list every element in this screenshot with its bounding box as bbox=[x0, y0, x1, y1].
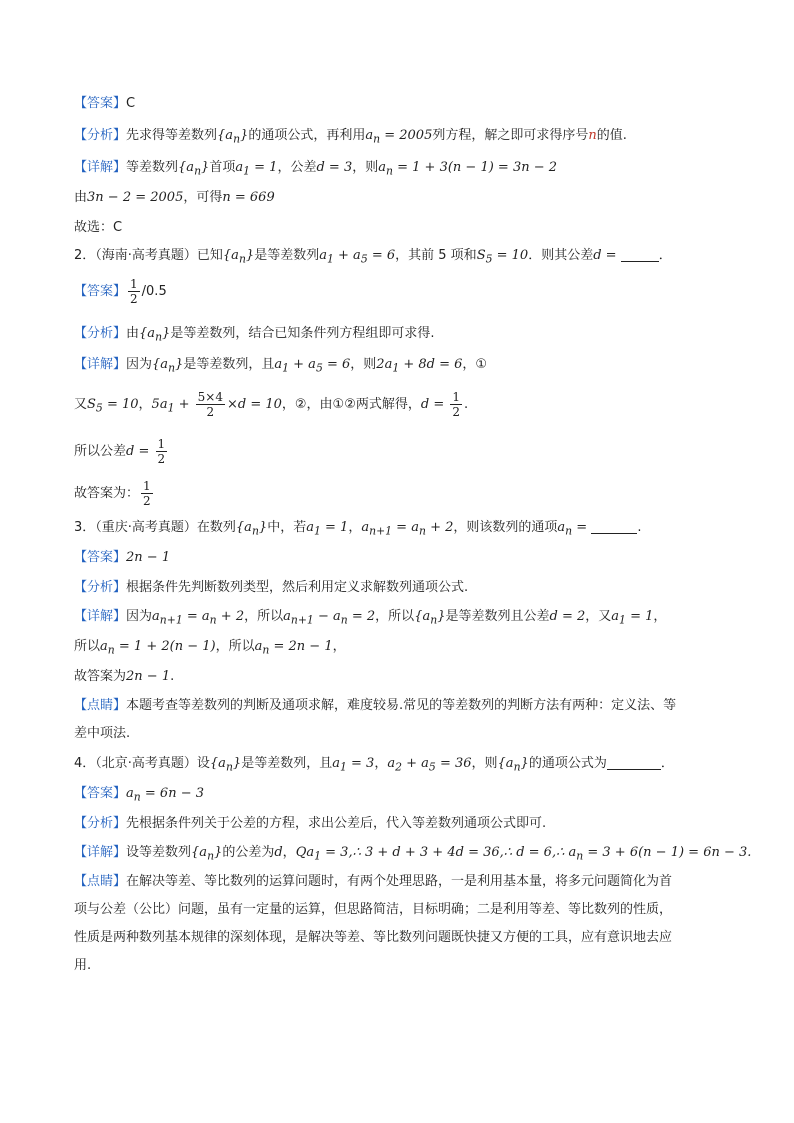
q3-stem-text: 3．（重庆·高考真题）在数列 bbox=[74, 520, 236, 535]
q2-text: ，②，由①②两式解得， bbox=[281, 397, 421, 412]
q3-detail-text: 是等差数列且公差 bbox=[445, 609, 550, 624]
q1-analysis-text: 的通项公式，再利用 bbox=[248, 128, 366, 143]
math-an-expansion: $a_n = 1 + 2(n - 1)$ bbox=[100, 639, 216, 657]
math-an-2n-1: $a_n = 2n - 1$ bbox=[254, 639, 333, 657]
q1-analysis-text: 的值. bbox=[596, 128, 627, 143]
q3-text: 故答案为 bbox=[74, 669, 127, 684]
math-recurrence: $a_{n+1} = a_n + 2$ bbox=[152, 609, 245, 627]
q2-text: 故答案为： bbox=[74, 486, 140, 501]
q2-detail-text: 因为 bbox=[126, 357, 153, 372]
q4-detail-text: ， bbox=[282, 845, 296, 860]
answer-blank bbox=[621, 247, 659, 262]
q1-answer: C bbox=[126, 96, 136, 111]
q2-detail-text: ，① bbox=[462, 357, 488, 372]
q2-detail-line bbox=[74, 355, 734, 379]
q2-stem-text: 是等差数列 bbox=[254, 248, 320, 263]
comment-tag: 【点睛】 bbox=[74, 874, 127, 889]
answer-tag: 【答案】 bbox=[74, 786, 127, 801]
q3-detail-text: ，所以 bbox=[244, 609, 284, 624]
detail-tag: 【详解】 bbox=[74, 845, 127, 860]
q3-comment-text: 本题考查等差数列的判断及通项求解，难度较易.常见的等差数列的判断方法有两种：定义法、等 bbox=[126, 698, 677, 713]
detail-tag: 【详解】 bbox=[74, 357, 127, 372]
answer-tag: 【答案】 bbox=[74, 550, 127, 565]
q2-answer-line bbox=[74, 276, 734, 308]
q3-stem-text: . bbox=[637, 520, 642, 535]
q3-stem-text: 中，若 bbox=[267, 520, 307, 535]
math-an-6n-3: $a_n = 6n - 3$ bbox=[126, 786, 205, 804]
q2-answer-suffix: /0.5 bbox=[141, 284, 167, 299]
q3-analysis-text: 根据条件先判断数列类型，然后利用定义求解数列通项公式. bbox=[126, 580, 469, 595]
q2-analysis-text: 由 bbox=[126, 326, 140, 341]
q4-analysis-text: 先根据条件列关于公差的方程，求出公差后，代入等差数列通项公式即可. bbox=[126, 816, 547, 831]
math-s5-10: $S_5 = 10$ bbox=[87, 397, 139, 415]
math-a1-3: $a_1 = 3$ bbox=[332, 756, 375, 774]
q1-final-line bbox=[74, 218, 734, 238]
q3-detail-text: ， bbox=[653, 609, 667, 624]
q1-detail-text: ，公差 bbox=[277, 160, 317, 175]
q4-stem-text: ， bbox=[374, 756, 388, 771]
detail-tag: 【详解】 bbox=[74, 609, 127, 624]
q1-text: ，可得 bbox=[183, 190, 223, 205]
q4-analysis-line bbox=[74, 814, 734, 834]
q4-answer-line bbox=[74, 784, 734, 808]
q1-detail-text: ，则 bbox=[352, 160, 379, 175]
q3-analysis-line bbox=[74, 578, 734, 598]
analysis-tag: 【分析】 bbox=[74, 580, 127, 595]
math-equation: 3n − 2 = 2005 bbox=[87, 190, 184, 205]
math-n-669: n = 669 bbox=[222, 190, 275, 205]
q4-comment-line-1 bbox=[74, 872, 734, 892]
q4-stem-text: 4．（北京·高考真题）设 bbox=[74, 756, 210, 771]
math-seq-an: $\{a_n\}$ bbox=[209, 756, 242, 774]
fraction-one-half: $\frac{1}{2}$ bbox=[452, 390, 461, 419]
math-s5-10: $S_5 = 10$ bbox=[476, 248, 529, 266]
math-2n-1: 2n − 1 bbox=[126, 669, 171, 684]
q3-detail-text: ，所以 bbox=[375, 609, 415, 624]
math-d-3: d = 3 bbox=[316, 160, 353, 175]
q4-stem-text: ． bbox=[660, 756, 674, 771]
analysis-tag: 【分析】 bbox=[74, 816, 127, 831]
fraction-one-half: $\frac{1}{2}$ bbox=[157, 437, 166, 466]
fraction-one-half: $\frac{1}{2}$ bbox=[143, 479, 151, 508]
math-an-2005: $a_n = 2005$ bbox=[365, 128, 433, 146]
answer-tag: 【答案】 bbox=[74, 96, 127, 111]
q1-text: 由 bbox=[74, 190, 88, 205]
math-a1-a5: $a_1 + a_5 = 6$ bbox=[319, 248, 396, 266]
q2-equation-line bbox=[74, 388, 734, 426]
q4-comment-line-2 bbox=[74, 900, 734, 920]
q2-text: ， bbox=[138, 397, 152, 412]
q1-detail-line bbox=[74, 158, 734, 182]
q4-comment-line-4 bbox=[74, 956, 734, 976]
math-a1-1: $a_1 = 1$ bbox=[306, 520, 349, 538]
math-times-d: ×d = 10 bbox=[226, 397, 282, 412]
q1-analysis-line bbox=[74, 126, 734, 150]
math-d-eq: d = bbox=[420, 397, 449, 412]
math-seq-an: $\{a_n\}$ bbox=[139, 326, 171, 344]
q3-final-line bbox=[74, 667, 734, 687]
math-diff-2: $a_{n+1} - a_n = 2$ bbox=[283, 609, 376, 627]
q4-stem bbox=[74, 754, 734, 778]
q3-comment-line-2 bbox=[74, 724, 734, 744]
q2-result-line bbox=[74, 436, 734, 468]
q3-stem bbox=[74, 518, 734, 542]
comment-tag: 【点睛】 bbox=[74, 698, 127, 713]
q3-detail-line bbox=[74, 607, 734, 631]
q4-stem-text: 的通项公式为 bbox=[528, 756, 607, 771]
q3-comment-line-1 bbox=[74, 696, 734, 716]
q3-text: . bbox=[170, 669, 175, 684]
q4-comment-text: 用. bbox=[74, 958, 92, 973]
q1-analysis-text: 先求得等差数列 bbox=[126, 128, 218, 143]
fraction-5x4-over-2: $\frac{5\times 4}{2}$ bbox=[197, 390, 223, 419]
q2-detail-text: 是等差数列，且 bbox=[183, 357, 275, 372]
q4-stem-text: 是等差数列，且 bbox=[241, 756, 333, 771]
q2-analysis-text: 是等差数列，结合已知条件列方程组即可求得. bbox=[170, 326, 435, 341]
analysis-tag: 【分析】 bbox=[74, 128, 127, 143]
answer-blank bbox=[607, 755, 661, 770]
math-2a1-8d: $2a_1 + 8d = 6$ bbox=[376, 357, 463, 375]
math-d: d bbox=[274, 845, 283, 860]
math-seq-an: $\{a_n\}$ bbox=[414, 609, 446, 627]
q3-text: ，所以 bbox=[215, 639, 255, 654]
math-recurrence: $a_{n+1} = a_n + 2$ bbox=[361, 520, 454, 538]
q1-answer-line bbox=[74, 94, 734, 114]
analysis-tag: 【分析】 bbox=[74, 326, 127, 341]
math-d-2: d = 2 bbox=[549, 609, 586, 624]
math-seq-an: $\{a_n\}$ bbox=[235, 520, 268, 538]
q2-text: 又 bbox=[74, 397, 88, 412]
math-d-eq: d = bbox=[593, 248, 621, 263]
q2-final-line bbox=[74, 478, 734, 510]
q2-analysis-line bbox=[74, 324, 734, 348]
math-seq-an: $\{a_n\}$ bbox=[222, 248, 255, 266]
detail-tag: 【详解】 bbox=[74, 160, 127, 175]
q3-detail-text: ，又 bbox=[585, 609, 612, 624]
math-a1-a5: $a_1 + a_5 = 6$ bbox=[274, 357, 351, 375]
math-an-formula: $a_n = 1 + 3(n - 1) = 3n - 2$ bbox=[378, 160, 558, 178]
q4-detail-line bbox=[74, 843, 752, 867]
math-solution: $Qa_1$ = 3,∴ 3 + d + 3 + 4d = 36,∴ d = 6,∴ $a_n = 3 + 6(n - 1) = 6n - 3$. bbox=[295, 845, 752, 863]
q3-answer-line bbox=[74, 548, 734, 568]
q1-solve-line bbox=[74, 188, 734, 208]
q3-comment-text: 差中项法. bbox=[74, 726, 131, 741]
fraction-one-half: $\frac{1}{2}$ bbox=[130, 277, 138, 306]
q1-final: 故选：C bbox=[74, 220, 123, 235]
q2-text: . bbox=[464, 397, 469, 412]
q2-stem-text: ，其前 5 项和 bbox=[395, 248, 477, 263]
math-n: n bbox=[588, 128, 597, 143]
math-an-eq: $a_n$ = bbox=[557, 520, 592, 538]
q4-detail-text: 设等差数列 bbox=[126, 845, 192, 860]
math-2n-1: 2n − 1 bbox=[126, 550, 171, 565]
q4-comment-text: 性质是两种数列基本规律的深刻体现，是解决等差、等比数列问题既快捷又方便的工具，应有意识地去应 bbox=[74, 930, 673, 945]
q2-stem-text: 2．（海南·高考真题）已知 bbox=[74, 248, 223, 263]
math-a1-1: $a_1 = 1$ bbox=[235, 160, 278, 178]
q4-detail-text: 的公差为 bbox=[222, 845, 275, 860]
math-seq-an: $\{a_n\}$ bbox=[191, 845, 223, 863]
q4-stem-text: ，则 bbox=[471, 756, 498, 771]
q3-stem-text: ，则该数列的通项 bbox=[453, 520, 558, 535]
q3-text: ， bbox=[332, 639, 346, 654]
q2-stem-text: ． bbox=[658, 248, 672, 263]
math-seq-an: $\{a_n\}$ bbox=[178, 160, 210, 178]
q3-stem-text: ， bbox=[348, 520, 362, 535]
q4-comment-line-3 bbox=[74, 928, 734, 948]
q2-stem-text: ．则其公差 bbox=[528, 248, 594, 263]
q2-text: 所以公差 bbox=[74, 444, 127, 459]
answer-tag: 【答案】 bbox=[74, 284, 127, 299]
q1-detail-text: 首项 bbox=[209, 160, 236, 175]
math-d-eq: d = bbox=[126, 444, 154, 459]
q4-comment-text: 在解决等差、等比数列的运算问题时，有两个处理思路，一是利用基本量，将多元问题简化为首 bbox=[126, 874, 673, 889]
math-seq-an: $\{a_n\}$ bbox=[152, 357, 184, 375]
q2-stem bbox=[74, 246, 734, 270]
math-a2-a5: $a_2 + a_5 = 36$ bbox=[387, 756, 472, 774]
math-seq-an: $\{a_n\}$ bbox=[497, 756, 529, 774]
math-seq-an: $\{a_n\}$ bbox=[217, 128, 249, 146]
q2-detail-text: ，则 bbox=[350, 357, 377, 372]
answer-blank bbox=[591, 519, 637, 534]
q1-detail-text: 等差数列 bbox=[126, 160, 179, 175]
q3-detail-text: 因为 bbox=[126, 609, 153, 624]
q3-solve-line bbox=[74, 637, 734, 661]
q3-text: 所以 bbox=[74, 639, 101, 654]
math-5a1: $5a_1$ + bbox=[151, 397, 194, 415]
q4-comment-text: 项与公差（公比）问题，虽有一定量的运算，但思路简洁，目标明确；二是利用等差、等比数列的性质， bbox=[74, 902, 673, 917]
math-a1-1: $a_1 = 1$ bbox=[611, 609, 654, 627]
q1-analysis-text: 列方程，解之即可求得序号 bbox=[432, 128, 589, 143]
